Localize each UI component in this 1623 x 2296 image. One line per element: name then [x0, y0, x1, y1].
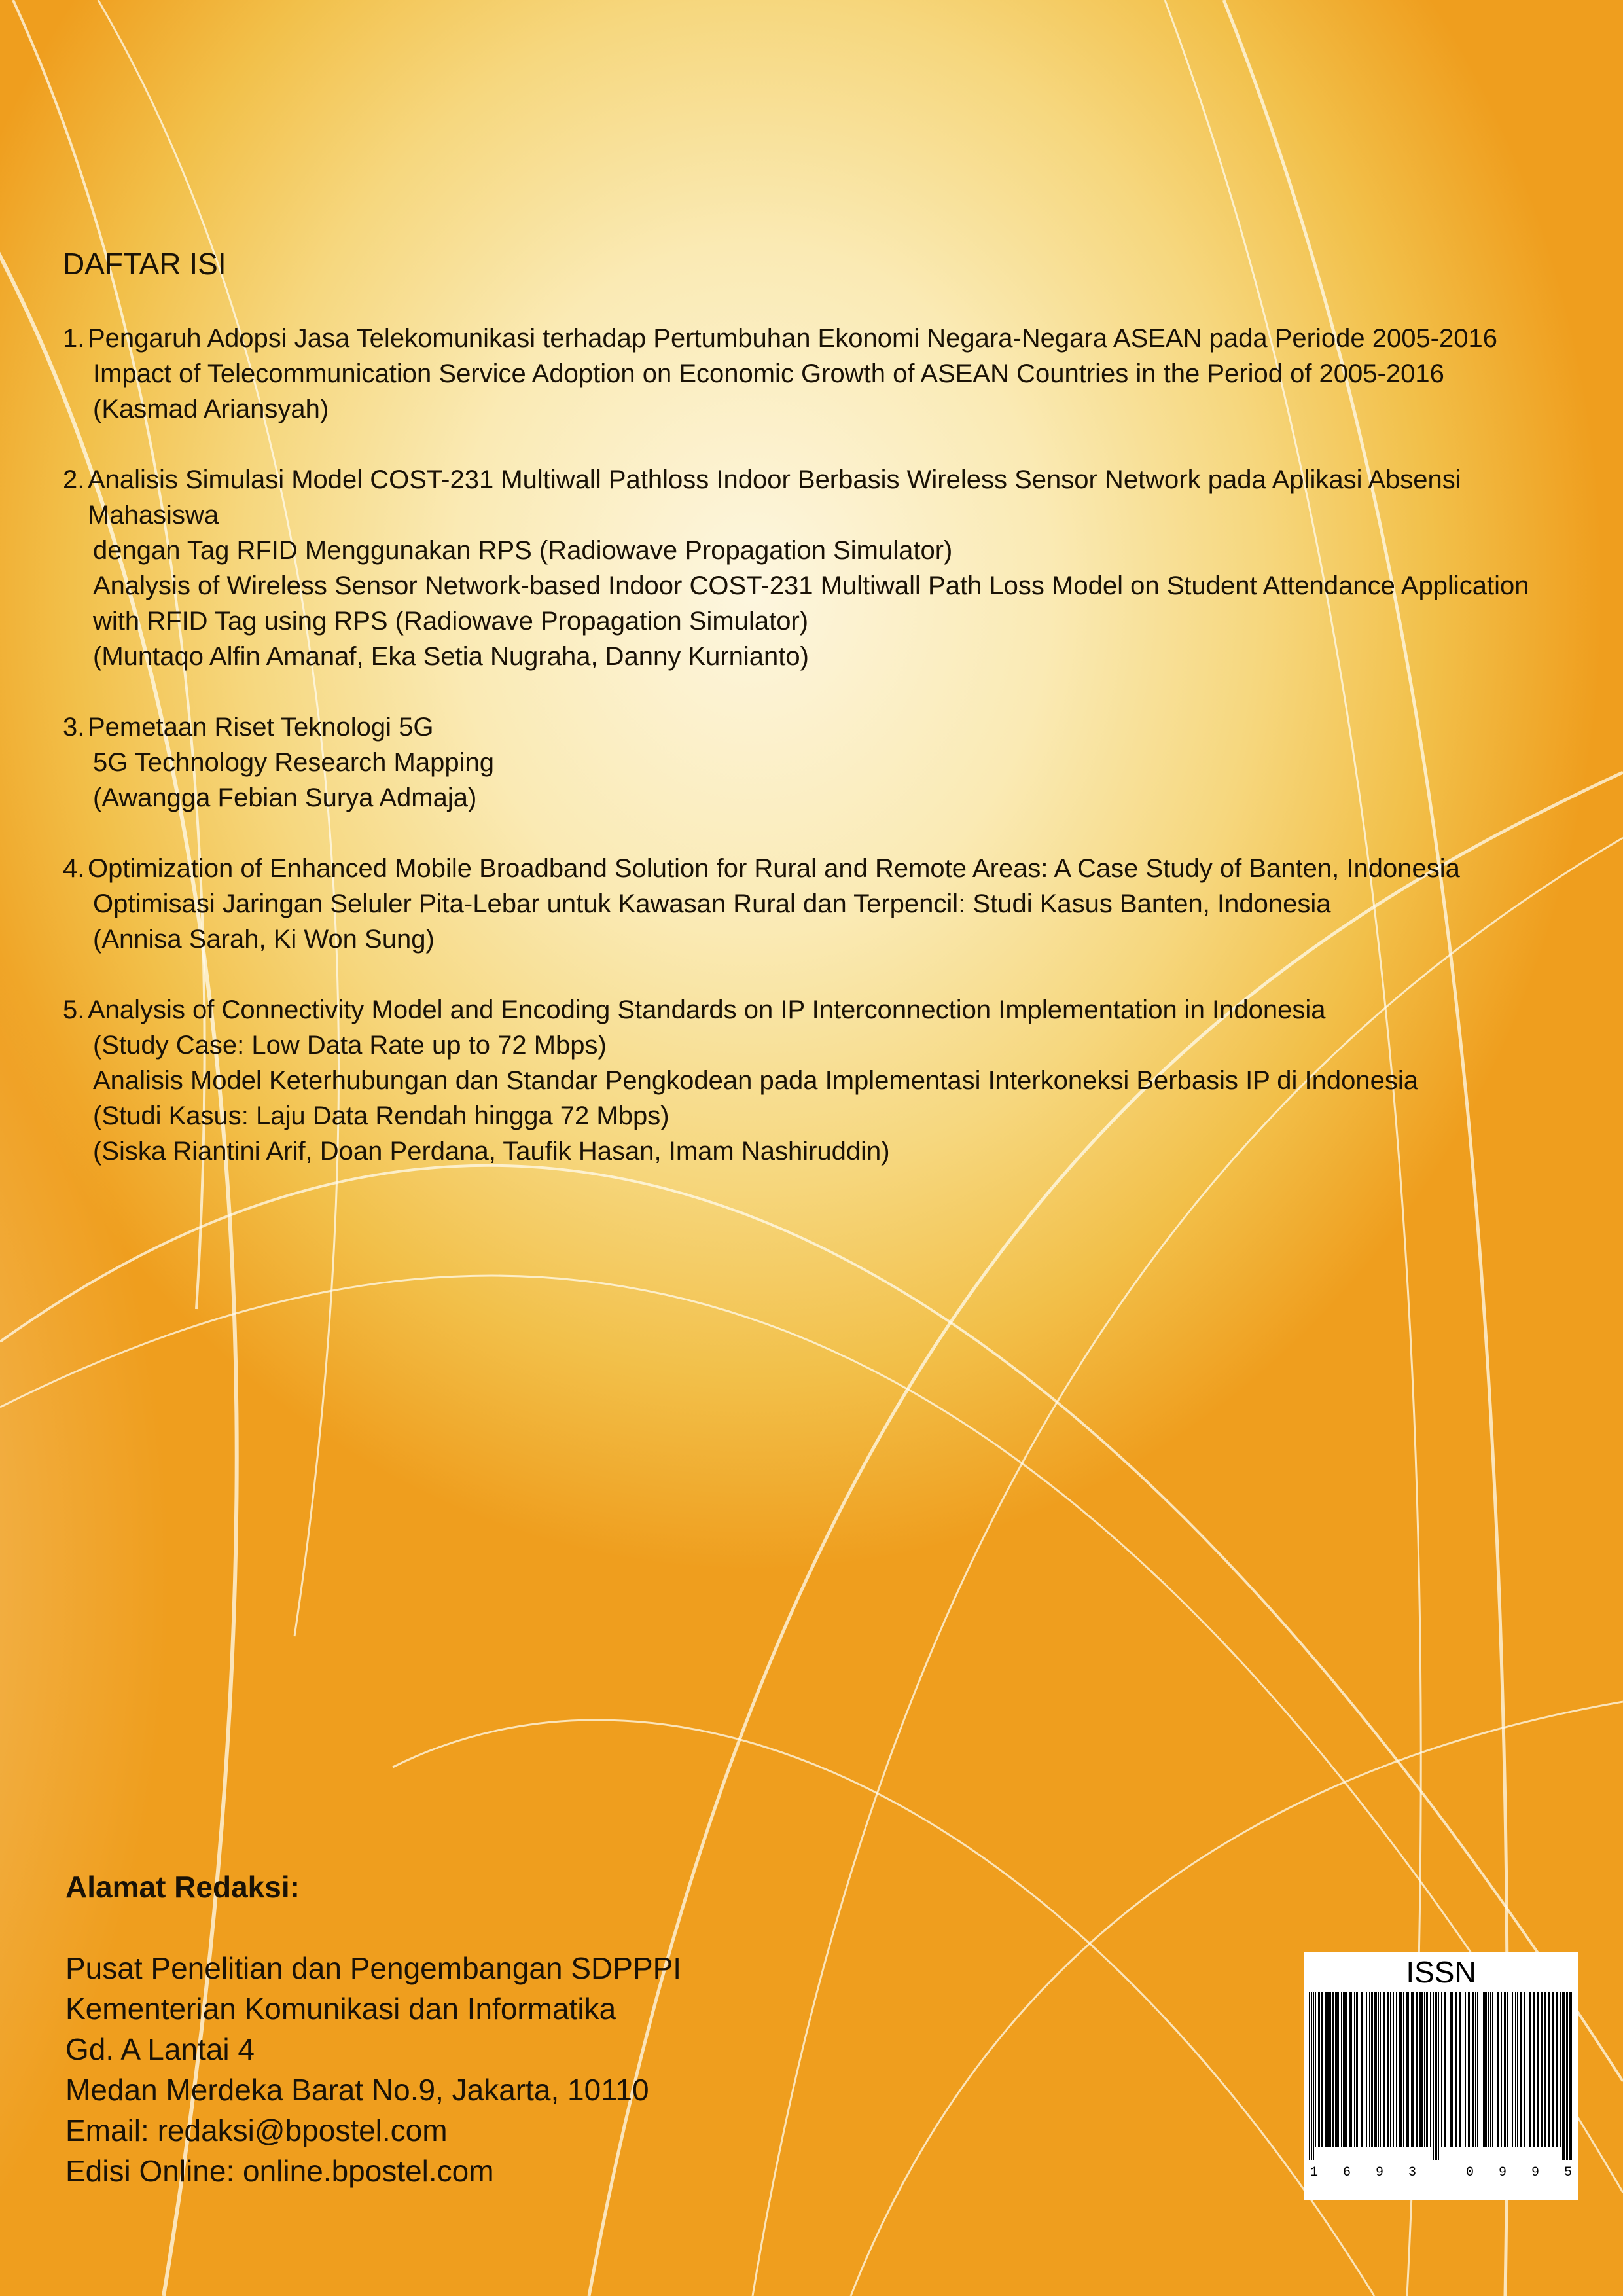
barcode-digits — [1310, 2165, 1572, 2180]
toc-entry-line: 5G Technology Research Mapping — [93, 748, 494, 777]
toc-entry — [63, 321, 1568, 427]
toc-entry-line: Analisis Simulasi Model COST-231 Multiwall Pathloss Indoor Berbasis Wireless Sensor Network pada Aplikasi Absensi Mahasiswa — [88, 465, 1461, 529]
table-of-contents — [63, 246, 1568, 1204]
barcode-digit: 9 — [1531, 2165, 1539, 2180]
address-lines — [65, 1948, 681, 2191]
toc-entry-line: Analysis of Wireless Sensor Network-based Indoor COST-231 Multiwall Path Loss Model on Student Attendance Application — [93, 571, 1529, 600]
address-line: Edisi Online: online.bpostel.com — [65, 2154, 494, 2188]
toc-entry-line: (Study Case: Low Data Rate up to 72 Mbps) — [93, 1031, 607, 1060]
toc-entry-number: 4. — [63, 854, 85, 883]
address-line: Gd. A Lantai 4 — [65, 2032, 255, 2066]
toc-entry-lines — [88, 709, 1568, 816]
toc-entry — [63, 709, 1568, 816]
editorial-address — [65, 1867, 681, 2191]
toc-entry-line: Optimisasi Jaringan Seluler Pita-Lebar untuk Kawasan Rural dan Terpencil: Studi Kasus Banten, Indonesia — [93, 889, 1331, 918]
toc-entry-line: Optimization of Enhanced Mobile Broadband Solution for Rural and Remote Areas: A Case Study of Banten, Indonesia — [88, 854, 1460, 883]
barcode-digit: 0 — [1465, 2165, 1474, 2180]
toc-entry-line: Impact of Telecommunication Service Adoption on Economic Growth of ASEAN Countries in the Period of 2005-2016 — [93, 359, 1444, 388]
barcode-digit: 1 — [1310, 2165, 1319, 2180]
toc-entry-number: 1. — [63, 324, 85, 353]
barcode-digit: 9 — [1376, 2165, 1384, 2180]
toc-entry-line: Pemetaan Riset Teknologi 5G — [88, 713, 434, 742]
toc-entry-line: (Awangga Febian Surya Admaja) — [93, 783, 477, 812]
toc-entry-lines — [88, 462, 1568, 674]
issn-label: ISSN — [1406, 1955, 1476, 1989]
toc-entry-line: with RFID Tag using RPS (Radiowave Propagation Simulator) — [93, 607, 809, 636]
toc-entry — [63, 462, 1568, 674]
toc-entry — [63, 851, 1568, 957]
toc-entry-line: (Studi Kasus: Laju Data Rendah hingga 72 Mbps) — [93, 1102, 669, 1130]
barcode-digit: 9 — [1498, 2165, 1507, 2180]
barcode-image — [1308, 1992, 1575, 2160]
toc-entry-number: 3. — [63, 713, 85, 742]
toc-entry-lines — [88, 851, 1568, 957]
address-line: Email: redaksi@bpostel.com — [65, 2113, 448, 2147]
toc-entry — [63, 992, 1568, 1169]
toc-entry-line: Analisis Model Keterhubungan dan Standar Pengkodean pada Implementasi Interkoneksi Berbasis IP di Indonesia — [93, 1066, 1419, 1095]
toc-entries — [63, 321, 1568, 1169]
toc-entry-lines — [88, 992, 1568, 1169]
address-heading: Alamat Redaksi: — [65, 1870, 300, 1904]
toc-entry-number: 5. — [63, 996, 85, 1024]
toc-entry-line: (Annisa Sarah, Ki Won Sung) — [93, 925, 435, 954]
toc-entry-line: dengan Tag RFID Menggunakan RPS (Radiowave Propagation Simulator) — [93, 536, 953, 565]
toc-entry-line: (Muntaqo Alfin Amanaf, Eka Setia Nugraha, Danny Kurnianto) — [93, 642, 809, 671]
toc-entry-number: 2. — [63, 465, 85, 494]
address-line: Kementerian Komunikasi dan Informatika — [65, 1992, 616, 2026]
toc-title: DAFTAR ISI — [63, 247, 226, 281]
toc-entry-line: (Kasmad Ariansyah) — [93, 395, 329, 423]
toc-entry-lines — [88, 321, 1568, 427]
barcode-digit: 5 — [1563, 2165, 1572, 2180]
barcode-digit: 6 — [1343, 2165, 1351, 2180]
toc-entry-line: (Siska Riantini Arif, Doan Perdana, Taufik Hasan, Imam Nashiruddin) — [93, 1137, 890, 1166]
address-line: Medan Merdeka Barat No.9, Jakarta, 10110 — [65, 2073, 649, 2107]
issn-barcode-box — [1304, 1952, 1578, 2200]
barcode-digit: 3 — [1408, 2165, 1417, 2180]
toc-entry-line: Pengaruh Adopsi Jasa Telekomunikasi terhadap Pertumbuhan Ekonomi Negara-Negara ASEAN pada Periode 2005-2016 — [88, 324, 1497, 353]
address-line: Pusat Penelitian dan Pengembangan SDPPPI — [65, 1951, 682, 1985]
toc-entry-line: Analysis of Connectivity Model and Encoding Standards on IP Interconnection Implementation in Indonesia — [88, 996, 1326, 1024]
